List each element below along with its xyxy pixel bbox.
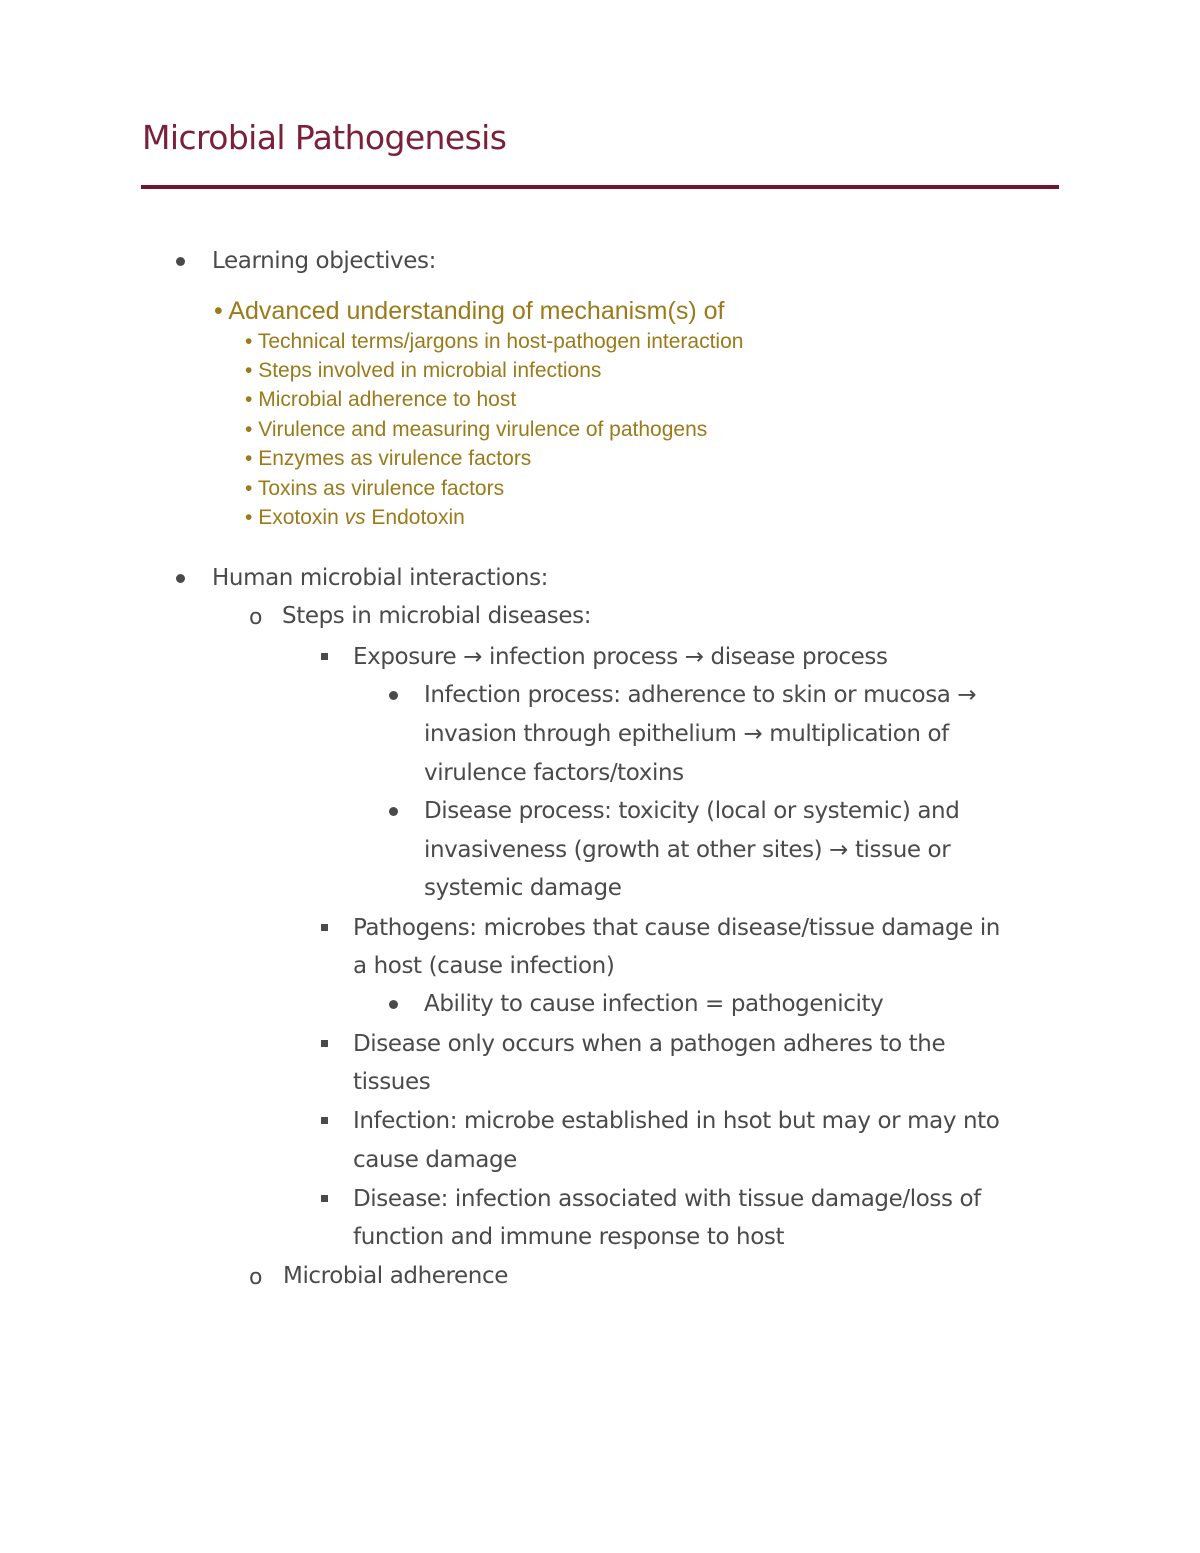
- infection-def-line-1: Infection: microbe established in hsot but may or may nto: [353, 1108, 1000, 1134]
- bullet-icon: [389, 691, 398, 700]
- open-bullet-icon: o: [249, 1265, 263, 1290]
- objective-item: [245, 386, 516, 414]
- objective-item: [245, 475, 504, 503]
- exposure-text: Exposure: [353, 644, 464, 670]
- small-bullet-icon: •: [245, 388, 253, 411]
- objective-item-vs: vs: [344, 506, 366, 529]
- arrow-right-icon: →: [463, 644, 483, 670]
- pathogens-line-2: a host (cause infection): [353, 953, 615, 979]
- objective-item-text: Enzymes as virulence factors: [258, 447, 532, 470]
- small-bullet-icon: •: [245, 330, 253, 353]
- steps-label: Steps in microbial diseases:: [282, 603, 592, 629]
- objectives-main-text: Advanced understanding of mechanism(s) of: [228, 297, 725, 325]
- small-bullet-icon: •: [245, 477, 253, 500]
- interactions-label: Human microbial interactions:: [212, 565, 549, 591]
- title-rule: [141, 185, 1059, 189]
- tissue-text: tissue or: [848, 837, 951, 863]
- disease-only-line-1: Disease only occurs when a pathogen adheres to the: [353, 1031, 946, 1057]
- infection-process-text: infection process: [482, 644, 685, 670]
- square-bullet-icon: [321, 1195, 328, 1202]
- objective-item-text: Technical terms/jargons in host-pathogen interaction: [257, 330, 744, 353]
- infection-def-line-2: cause damage: [353, 1147, 517, 1173]
- adherence-label: Microbial adherence: [283, 1263, 508, 1289]
- square-bullet-icon: [321, 1117, 328, 1124]
- bullet-icon: [176, 257, 185, 266]
- objective-item-text: Virulence and measuring virulence of pathogens: [258, 418, 708, 441]
- learning-objectives-label: Learning objectives:: [212, 248, 436, 274]
- page-title: Microbial Pathogenesis: [142, 118, 507, 157]
- infection-process-line-1: [424, 680, 976, 710]
- infection-process-text: Infection process: adherence to skin or mucosa: [424, 682, 958, 708]
- disease-def-line-2: function and immune response to host: [353, 1224, 785, 1250]
- disease-process-line-1: Disease process: toxicity (local or systemic) and: [424, 798, 960, 824]
- objective-item-text-a: Exotoxin: [258, 506, 345, 529]
- objective-item: [245, 504, 465, 532]
- disease-process-line-3: systemic damage: [424, 875, 622, 901]
- small-bullet-icon: •: [245, 506, 253, 529]
- square-bullet-icon: [321, 924, 328, 931]
- square-bullet-icon: [321, 1040, 328, 1047]
- objective-item-text: Microbial adherence to host: [258, 388, 517, 411]
- disease-process-text: disease process: [703, 644, 888, 670]
- bullet-icon: [176, 574, 185, 583]
- pathogens-line-1: Pathogens: microbes that cause disease/tissue damage in: [353, 915, 1000, 941]
- infection-process-line-2: [424, 719, 949, 749]
- small-bullet-icon: •: [245, 447, 253, 470]
- invasiveness-text: invasiveness (growth at other sites): [424, 837, 830, 863]
- open-bullet-icon: o: [249, 605, 263, 630]
- arrow-right-icon: →: [957, 682, 977, 708]
- objective-item: [245, 357, 601, 385]
- objective-item-text: Toxins as virulence factors: [257, 477, 505, 500]
- disease-process-line-2: [424, 835, 950, 865]
- bullet-icon: [389, 807, 398, 816]
- pathogenicity-line: Ability to cause infection = pathogenicity: [424, 991, 884, 1017]
- small-bullet-icon: •: [245, 418, 253, 441]
- invasion-text: invasion through epithelium: [424, 721, 744, 747]
- objective-item: [245, 328, 743, 356]
- exposure-line: [353, 642, 888, 672]
- objective-item-text: Steps involved in microbial infections: [258, 359, 602, 382]
- objectives-main: [214, 296, 724, 326]
- arrow-right-icon: →: [829, 837, 849, 863]
- disease-only-line-2: tissues: [353, 1069, 431, 1095]
- objective-item-text-b: Endotoxin: [365, 506, 465, 529]
- objective-item: [245, 416, 707, 444]
- arrow-right-icon: →: [684, 644, 704, 670]
- disease-def-line-1: Disease: infection associated with tissue damage/loss of: [353, 1186, 981, 1212]
- objective-item: [245, 445, 531, 473]
- multiplication-text: multiplication of: [762, 721, 949, 747]
- infection-process-line-3: virulence factors/toxins: [424, 760, 684, 786]
- arrow-right-icon: →: [743, 721, 763, 747]
- small-bullet-icon: •: [214, 297, 223, 325]
- bullet-icon: [389, 1000, 398, 1009]
- square-bullet-icon: [321, 653, 328, 660]
- small-bullet-icon: •: [245, 359, 253, 382]
